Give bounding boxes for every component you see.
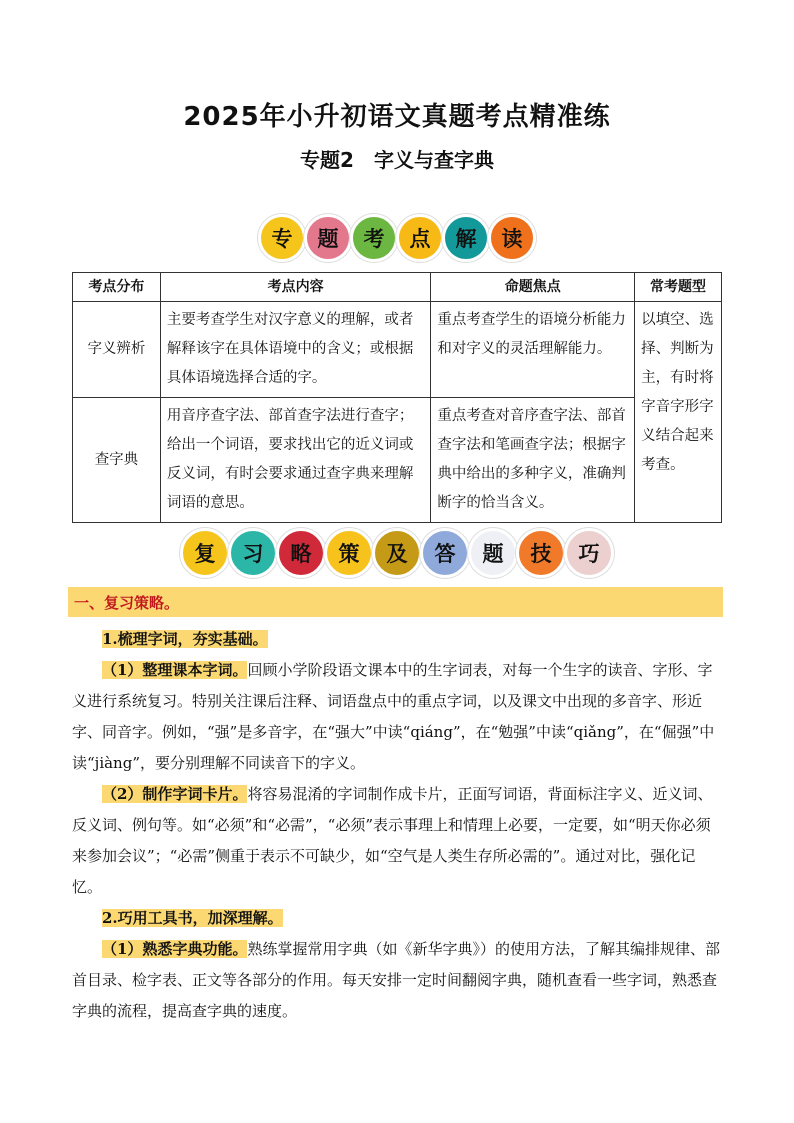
banner-char: 复 (180, 528, 230, 578)
document-title: 2025年小升初语文真题考点精准练 (183, 102, 611, 132)
table-header-row (73, 273, 722, 302)
banner-char: 考 (350, 214, 398, 262)
document-subtitle: 专题2 字义与查字典 (300, 148, 494, 172)
banner-char: 策 (324, 528, 374, 578)
table-header-cell: 常考题型 (635, 273, 722, 302)
banner-char: 题 (468, 528, 518, 578)
banner-char: 答 (420, 528, 470, 578)
table-header-cell: 考点分布 (73, 273, 161, 302)
paragraph-text: 熟练掌握常用字典（如《新华字典》）的使用方法，了解其编排规律、部首目录、检字表、正文等各部分的作用。每天安排一定时间翻阅字典，随机查看一些字词，熟悉查字典的流程，提高查字典的速度。 (72, 940, 720, 1020)
paragraph (72, 655, 724, 779)
content-body (72, 624, 724, 1027)
table-cell-content: 用音序查字法、部首查字法进行查字；给出一个词语，要求找出它的近义词或反义词，有时会要求通过查字典来理解词语的意思。 (160, 398, 431, 523)
table-cell-focus: 重点考查学生的语境分析能力和对字义的灵活理解能力。 (431, 302, 635, 398)
banner-char: 及 (372, 528, 422, 578)
paragraph-lead: （1）整理课本字词。 (102, 661, 248, 679)
subheading-text: 1.梳理字词，夯实基础。 (102, 630, 268, 648)
banner-char: 技 (516, 528, 566, 578)
section-heading-review-strategy (68, 587, 723, 617)
paragraph (72, 934, 724, 1027)
table-cell-focus: 重点考查对音序查字法、部首查字法和笔画查字法；根据字典中给出的多种字义，准确判断字的恰当含义。 (431, 398, 635, 523)
banner-char: 题 (304, 214, 352, 262)
banner-char: 点 (396, 214, 444, 262)
table-row (73, 302, 722, 398)
banner-char: 习 (228, 528, 278, 578)
table-cell-question-types: 以填空、选择、判断为主，有时将字音字形字义结合起来考查。 (635, 302, 722, 523)
exam-point-table (72, 272, 722, 523)
table-cell-category: 字义辨析 (73, 302, 161, 398)
paragraph (72, 779, 724, 903)
paragraph-lead: （1）熟悉字典功能。 (102, 940, 248, 958)
paragraph-text: 回顾小学阶段语文课本中的生字词表，对每一个生字的读音、字形、字义进行系统复习。特别关注课后注释、词语盘点中的重点字词，以及课文中出现的多音字、形近字、同音字。例如，“强”是多音字，在“强大”中读“qiáng”，在“勉强”中读“qiǎng”，在“倔强”中读“jiàng”，要分别理解不同读音下的字义。 (72, 661, 715, 772)
subheading (72, 903, 724, 934)
table-cell-category: 查字典 (73, 398, 161, 523)
paragraph-text: 将容易混淆的字词制作成卡片，正面写词语，背面标注字义、近义词、反义词、例句等。如“必须”和“必需”，“必须”表示事理上和情理上必要，一定要，如“明天你必须来参加会议”；“必需”侧重于表示不可缺少，如“空气是人类生存所必需的”。通过对比，强化记忆。 (72, 785, 713, 896)
banner-char: 巧 (564, 528, 614, 578)
banner-char: 略 (276, 528, 326, 578)
table-cell-content: 主要考查学生对汉字意义的理解，或者解释该字在具体语境中的含义；或根据具体语境选择合适的字。 (160, 302, 431, 398)
banner-char: 专 (258, 214, 306, 262)
subheading (72, 624, 724, 655)
table-header-cell: 命题焦点 (431, 273, 635, 302)
table-header-cell: 考点内容 (160, 273, 431, 302)
paragraph-lead: （2）制作字词卡片。 (102, 785, 248, 803)
table-row (73, 398, 722, 523)
subheading-text: 2.巧用工具书，加深理解。 (102, 909, 283, 927)
banner-char: 解 (442, 214, 490, 262)
section-heading-label: 一、复习策略。 (74, 593, 180, 612)
banner-review-strategy (0, 528, 794, 578)
banner-topic-interpretation (0, 214, 794, 262)
banner-char: 读 (488, 214, 536, 262)
